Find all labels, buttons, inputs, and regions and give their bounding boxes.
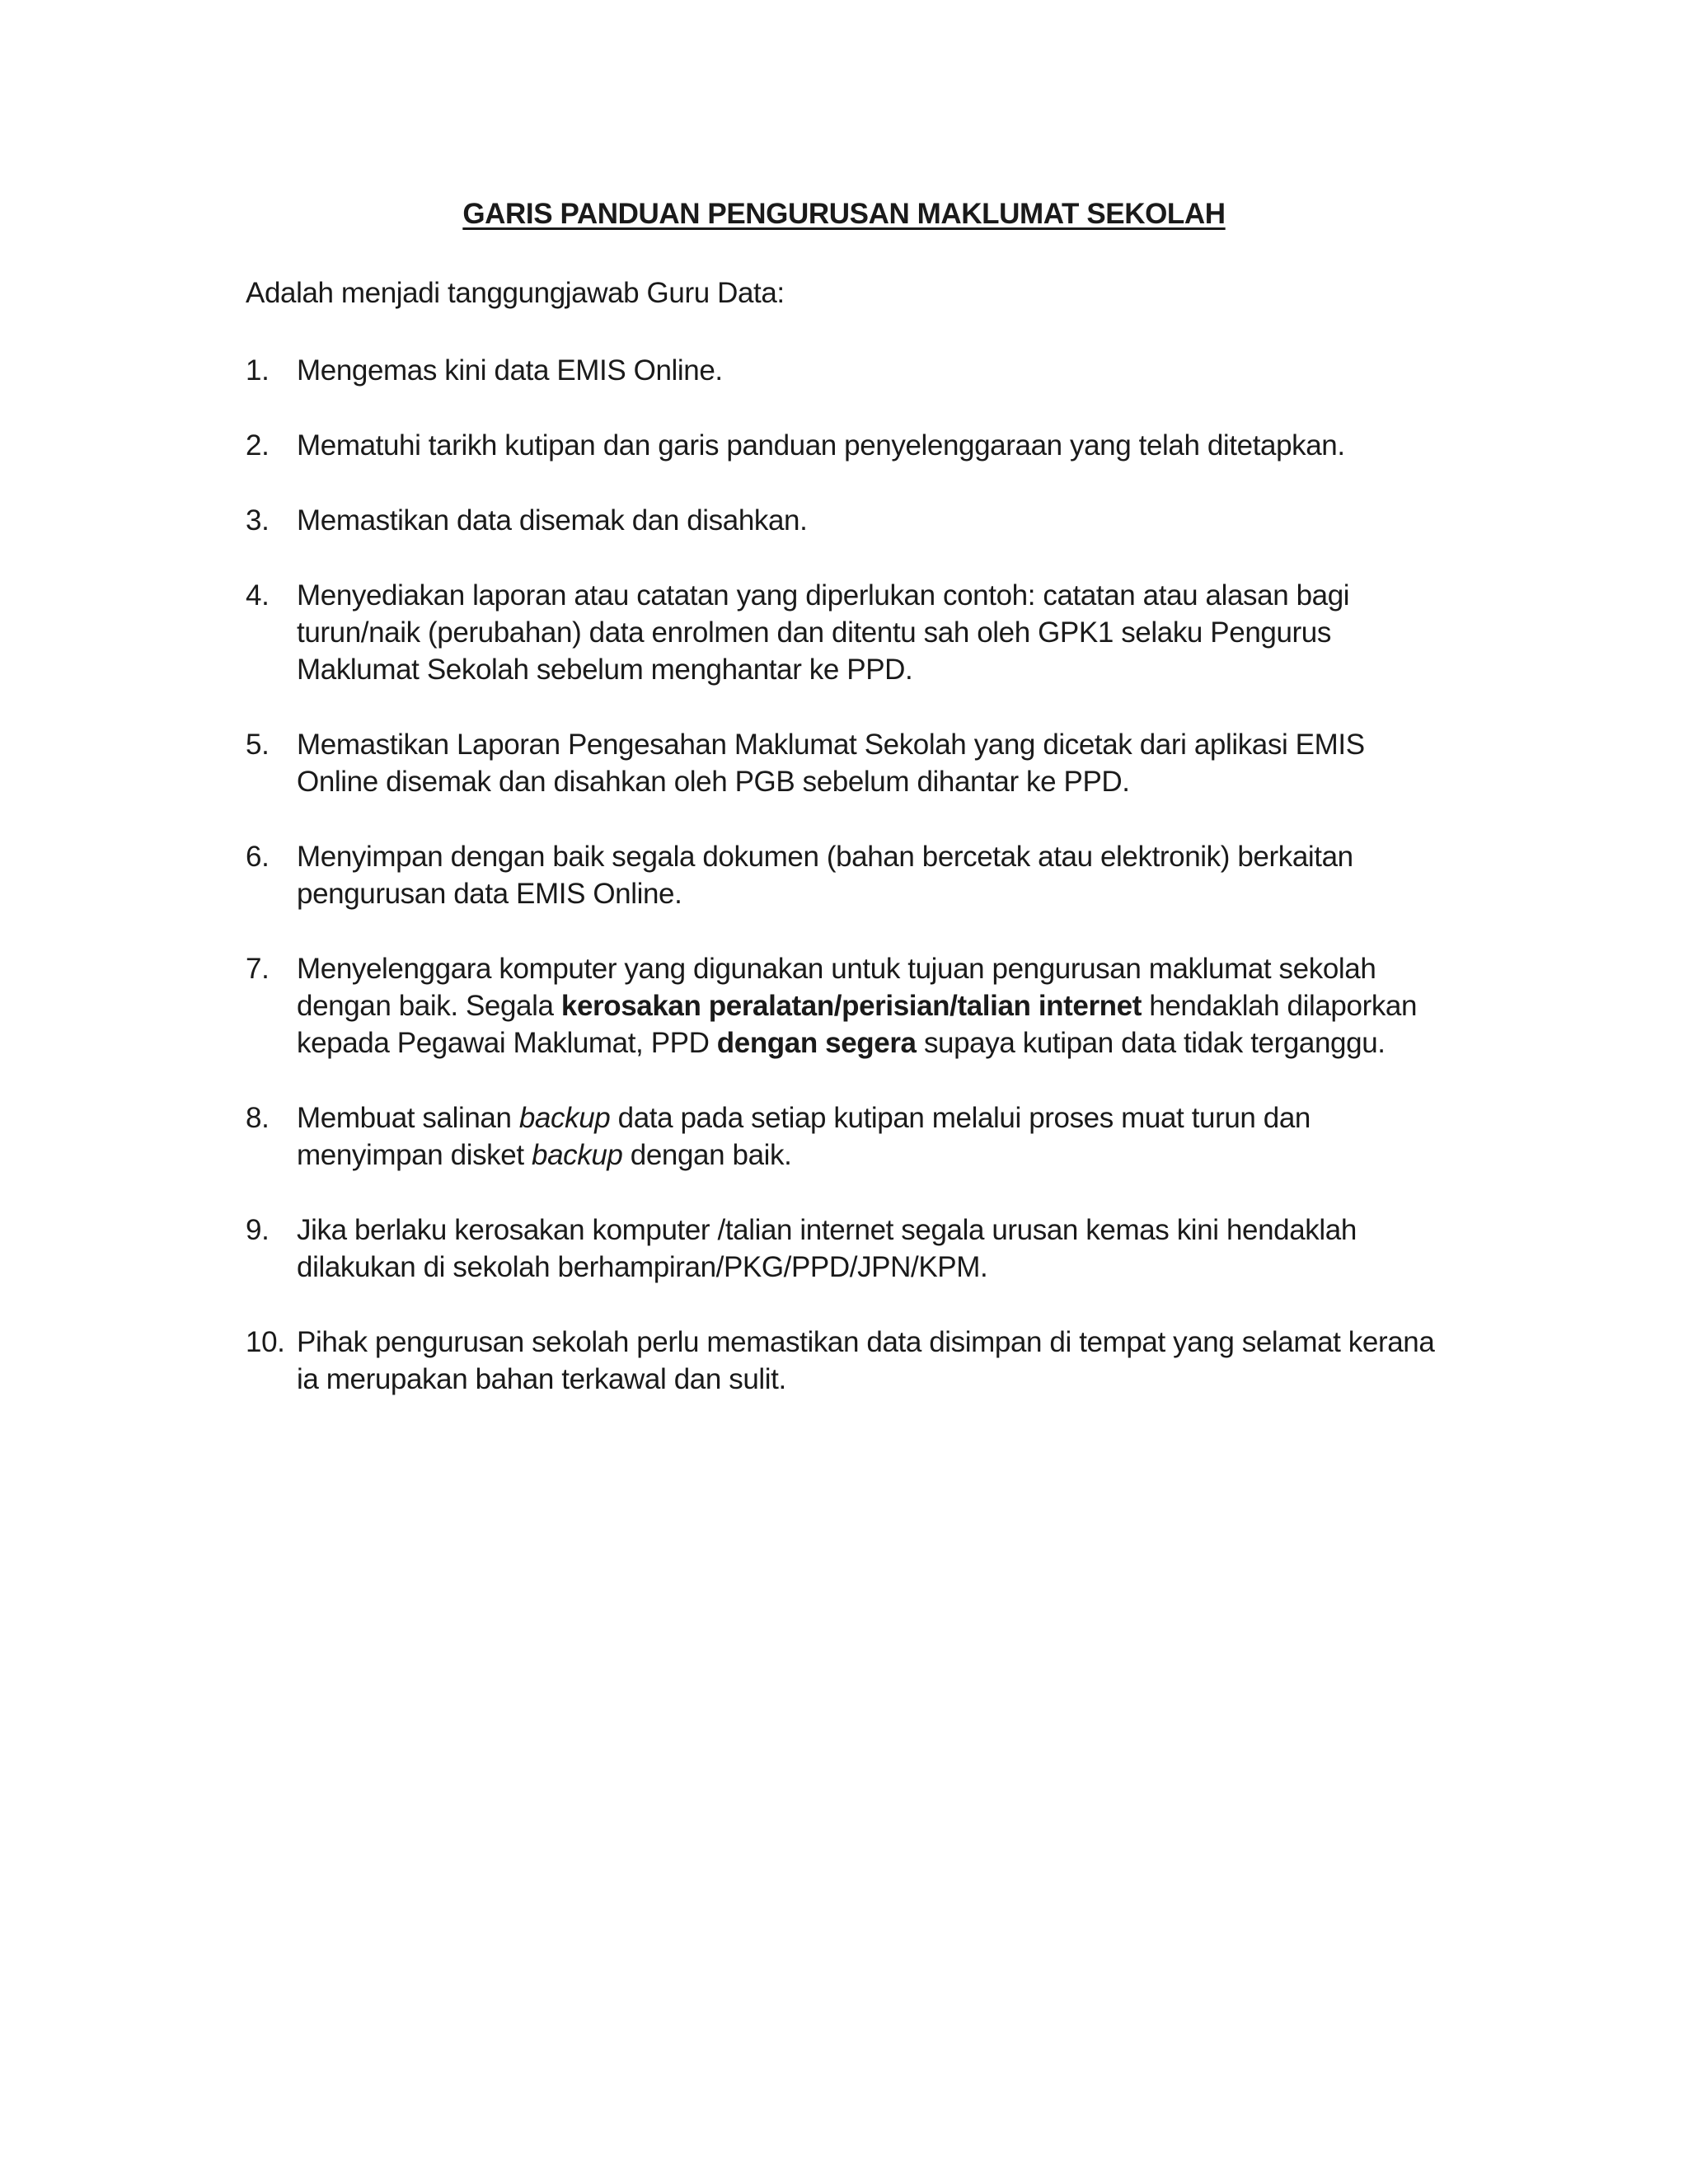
list-item-text (297, 579, 1349, 686)
list-item-number: 9. (246, 1214, 270, 1246)
list-item-number: 2. (246, 429, 270, 462)
list-item-text (297, 729, 1365, 798)
list-item (246, 950, 1449, 1062)
list-item (246, 838, 1449, 912)
list-item (246, 1324, 1449, 1398)
list-item-number: 10. (246, 1326, 285, 1358)
document-title: GARIS PANDUAN PENGURUSAN MAKLUMAT SEKOLAH (462, 198, 1226, 230)
list-item-text (297, 1326, 1434, 1395)
list-item (246, 726, 1449, 800)
list-item-number: 4. (246, 579, 270, 612)
text-segment: Mengemas kini data EMIS Online. (297, 354, 723, 387)
text-segment: data pada setiap kutipan melalui proses muat turun dan menyimpan disket (297, 1102, 1311, 1171)
text-segment: Mematuhi tarikh kutipan dan garis panduan penyelenggaraan yang telah ditetapkan. (297, 429, 1345, 462)
text-segment: Membuat salinan (297, 1102, 519, 1134)
list-item-text (297, 354, 723, 387)
emphasis-italic-text: backup (532, 1139, 623, 1171)
list-item (246, 1099, 1449, 1174)
list-item-number: 6. (246, 841, 270, 873)
text-segment: dengan baik. (622, 1139, 792, 1171)
list-item-text (297, 953, 1417, 1059)
text-segment: Jika berlaku kerosakan komputer /talian internet segala urusan kemas kini hendaklah dilakukan di sekolah berhampiran/PKG/PPD/JPN/KPM. (297, 1214, 1357, 1283)
list-item-text (297, 841, 1353, 910)
list-item-number: 8. (246, 1102, 270, 1134)
text-segment: Menyelenggara komputer yang digunakan untuk tujuan pengurusan maklumat sekolah dengan baik. Segala (297, 953, 1376, 1022)
list-item (246, 1212, 1449, 1286)
text-segment: Pihak pengurusan sekolah perlu memastikan data disimpan di tempat yang selamat kerana ia merupakan bahan terkawal dan sulit. (297, 1326, 1435, 1395)
text-segment: Memastikan data disemak dan disahkan. (297, 504, 808, 537)
list-item (246, 427, 1449, 464)
list-item-text (297, 504, 807, 537)
text-segment: Memastikan Laporan Pengesahan Maklumat Sekolah yang dicetak dari aplikasi EMIS Online disemak dan disahkan oleh PGB sebelum dihantar ke PPD. (297, 729, 1365, 798)
intro-text: Adalah menjadi tanggungjawab Guru Data: (246, 277, 785, 309)
emphasis-bold-text: dengan segera (716, 1027, 917, 1059)
text-segment: supaya kutipan data tidak terganggu. (916, 1027, 1386, 1059)
list-item-number: 5. (246, 729, 270, 761)
text-segment: Menyimpan dengan baik segala dokumen (bahan bercetak atau elektronik) berkaitan pengurusan data EMIS Online. (297, 841, 1353, 910)
list-item (246, 577, 1449, 688)
guideline-list (246, 352, 1449, 1436)
list-item-number: 3. (246, 504, 270, 537)
list-item (246, 352, 1449, 389)
list-item-number: 7. (246, 953, 270, 985)
text-segment: Menyediakan laporan atau catatan yang diperlukan contoh: catatan atau alasan bagi turun/naik (perubahan) data enrolmen dan ditentu sah oleh GPK1 selaku Pengurus Maklumat Sekolah sebelum menghantar ke PPD. (297, 579, 1350, 686)
list-item-text (297, 1102, 1311, 1171)
list-item-text (297, 429, 1345, 462)
text-segment: hendaklah dilaporkan kepada Pegawai Maklumat, PPD (297, 990, 1418, 1059)
list-item-text (297, 1214, 1357, 1283)
list-item (246, 502, 1449, 539)
list-item-number: 1. (246, 354, 270, 387)
emphasis-italic-text: backup (518, 1102, 611, 1134)
emphasis-bold-text: kerosakan peralatan/perisian/talian internet (560, 990, 1142, 1022)
